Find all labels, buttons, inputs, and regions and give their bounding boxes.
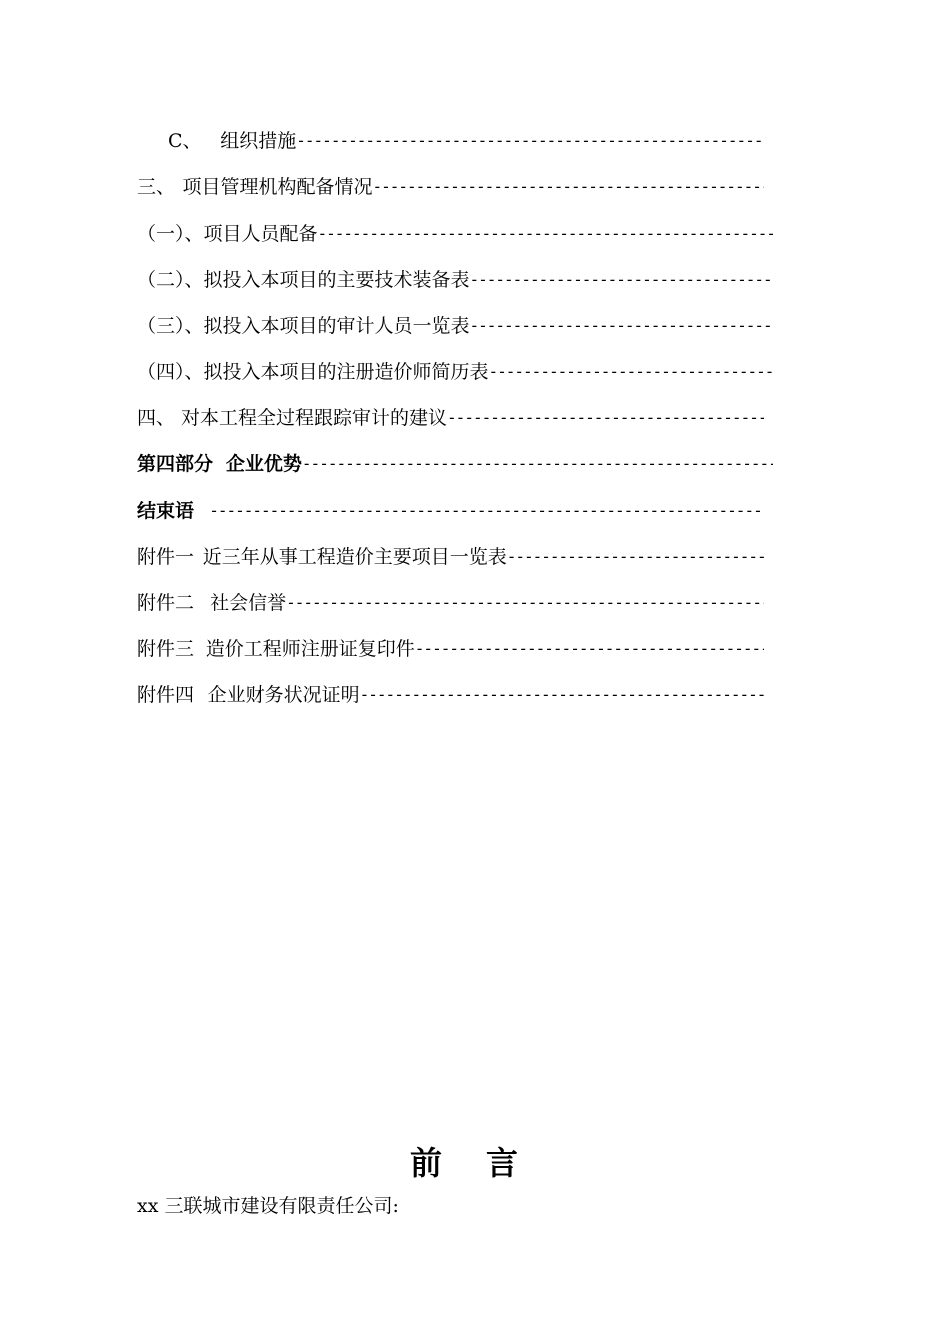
toc-leader [507,543,764,571]
toc-entry-c[interactable] [168,127,764,155]
toc-entry-3-2[interactable] [137,266,773,294]
toc-leader [296,127,764,155]
toc-leader [489,358,773,386]
toc-entry-title: （四）、拟投入本项目的注册造价师简历表 [137,361,489,383]
toc-entry-3[interactable] [137,173,764,201]
toc-entry-appendix-2[interactable] [137,589,764,617]
toc-entry-appendix-3[interactable] [137,635,764,663]
toc-entry-number: C、 [168,130,202,152]
toc-entry-number: 附件二 [137,592,195,614]
toc-entry-title: 组织措施 [220,130,297,152]
toc-entry-4[interactable] [137,404,764,432]
toc-entry-number: 附件一 [137,546,195,568]
toc-leader [470,312,773,340]
toc-entry-3-1[interactable] [137,220,773,248]
toc-entry-title: 社会信誉 [210,592,287,614]
toc-leader [372,173,764,201]
toc-entry-appendix-4[interactable] [137,681,764,709]
toc-leader [302,450,773,478]
toc-entry-title: 近三年从事工程造价主要项目一览表 [202,546,507,568]
toc-entry-title: 企业优势 [225,453,302,475]
toc-entry-title: 项目管理机构配备情况 [182,176,373,198]
toc-leader [209,497,764,525]
toc-leader [360,681,764,709]
toc-entry-appendix-1[interactable] [137,543,764,571]
toc-leader [415,635,764,663]
toc-entry-title: 企业财务状况证明 [207,684,360,706]
toc-entry-number: 四、 [137,407,176,429]
toc-entry-closing[interactable] [137,497,764,525]
toc-entry-number: 附件三 [137,638,195,660]
toc-entry-number: 结束语 [137,500,195,522]
toc-entry-title: （三）、拟投入本项目的审计人员一览表 [137,315,470,337]
toc-entry-number: 附件四 [137,684,195,706]
toc-entry-3-4[interactable] [137,358,773,386]
toc-entry-number: 第四部分 [137,453,214,475]
toc-entry-title: 造价工程师注册证复印件 [205,638,415,660]
toc-entry-3-3[interactable] [137,312,773,340]
toc-entry-title: 对本工程全过程跟踪审计的建议 [181,407,448,429]
toc-leader [286,589,764,617]
toc-entry-part-4[interactable] [137,450,773,478]
toc-leader [447,404,764,432]
toc-entry-title: （二）、拟投入本项目的主要技术装备表 [137,269,470,291]
preface-title: 前言 [409,1144,562,1182]
toc-entry-number: 三、 [137,176,176,198]
preface-salutation: xx 三联城市建设有限责任公司: [137,1195,399,1217]
toc-leader [318,220,773,248]
toc-leader [470,266,773,294]
toc-entry-title: （一）、项目人员配备 [137,223,318,245]
